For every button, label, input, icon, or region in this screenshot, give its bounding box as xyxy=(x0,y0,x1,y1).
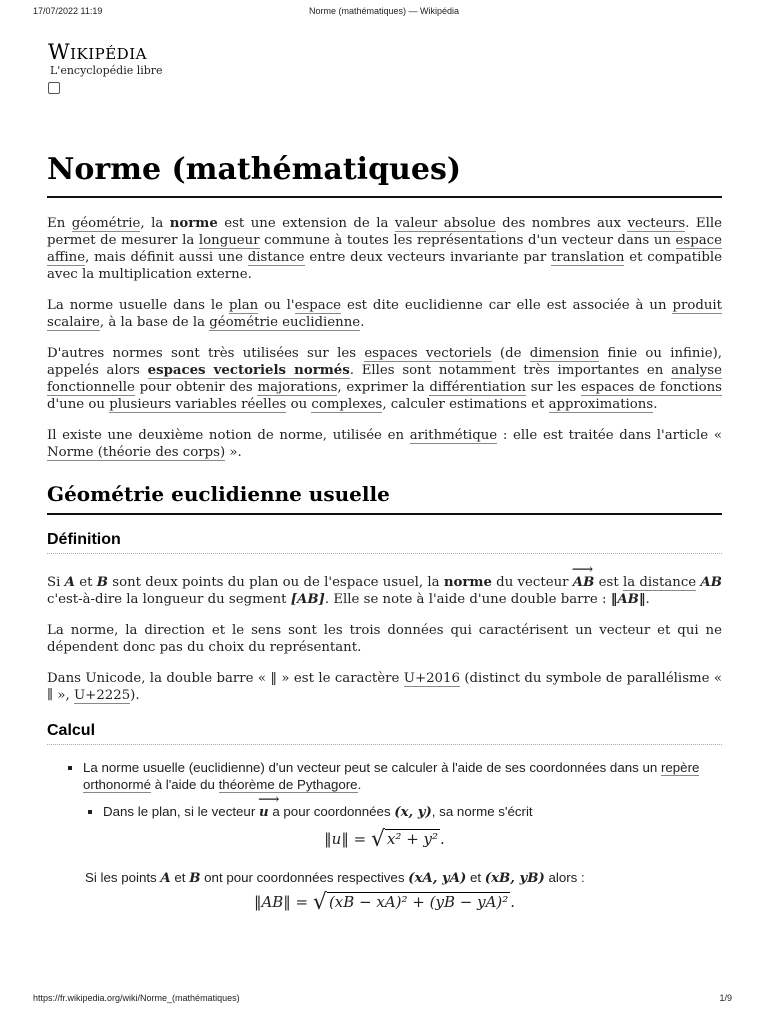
link-analyse-fonctionnelle[interactable]: analyse fonctionnelle xyxy=(47,363,722,395)
wikipedia-logo[interactable] xyxy=(48,40,163,94)
link-theoreme-de-pythagore[interactable]: théorème de Pythagore xyxy=(218,777,358,792)
math-segment-ab: [AB] xyxy=(290,592,325,607)
link-espace-affine[interactable]: espace affine xyxy=(47,233,722,265)
link-vecteurs[interactable]: vecteurs xyxy=(627,216,686,231)
link-plan[interactable]: plan xyxy=(228,298,259,313)
formula-norm-ab: ‖AB‖ = √ (xB − xA)² + (yB − yA)² . xyxy=(253,890,516,915)
list-item: ▪ La norme usuelle (euclidienne) d'un vecteur peut se calculer à l'aide de ses coordonnées dans un repère orthonormé à l'aide du théorème de Pythagore. ▪ Dans le plan, si le vecteur ⟶ u a pour coordonnées (x, y), sa norme s'écrit xyxy=(83,759,722,821)
subsection-heading-definition: Définition xyxy=(47,531,722,554)
link-distance[interactable]: distance xyxy=(247,250,305,265)
link-plusieurs-variables-reelles[interactable]: plusieurs variables réelles xyxy=(109,397,287,412)
print-page-number: 1/9 xyxy=(719,993,732,1003)
link-espaces-de-fonctions[interactable]: espaces de fonctions xyxy=(580,380,722,395)
intro-paragraph-2: La norme usuelle dans le plan ou l'espace est dite euclidienne car elle est associée à un produit scalaire, à la base de la géométrie euclidienne. xyxy=(47,298,722,330)
definition-paragraph-3: Dans Unicode, la double barre « ‖ » est le caractère U+2016 (distinct du symbole de parallélisme « ∥ », U+2225). xyxy=(47,671,723,703)
link-espaces-vectoriels[interactable]: espaces vectoriels xyxy=(364,346,492,361)
term-norme: norme xyxy=(169,216,218,231)
print-url: https://fr.wikipedia.org/wiki/Norme_(mathématiques) xyxy=(33,993,240,1003)
link-u-2016[interactable]: U+2016 xyxy=(403,671,460,686)
link-translation[interactable]: translation xyxy=(551,250,625,265)
math-vector-u: ⟶ u xyxy=(259,804,269,821)
link-majorations[interactable]: majorations xyxy=(257,380,338,395)
math-point-b: B xyxy=(96,575,108,590)
definition-paragraph-1: Si A et B sont deux points du plan ou de l'espace usuel, la norme du vecteur ⟶ AB est la distance AB c'est-à-dire la longueur du segment [AB]. Elle se note à l'aide d'une double barre : ‖AB‖. xyxy=(47,574,722,608)
link-differentiation[interactable]: différentiation xyxy=(429,380,526,395)
article-content xyxy=(47,150,722,933)
math-distance-ab: AB xyxy=(700,575,722,590)
link-espace[interactable]: espace xyxy=(294,298,342,313)
math-norm-ab: ‖AB‖ xyxy=(610,592,646,607)
page-title: Norme (mathématiques) xyxy=(47,150,722,198)
calcul-list xyxy=(47,759,722,821)
logo-wordmark: Wikipédia xyxy=(48,40,147,64)
link-u-2225[interactable]: U+2225 xyxy=(73,688,131,703)
math-coords-a: (xA, yA) xyxy=(408,871,467,886)
link-longueur[interactable]: longueur xyxy=(198,233,260,248)
math-coords-xy: (x, y) xyxy=(394,805,432,820)
math-point-a: A xyxy=(64,575,75,590)
list-item: ▪ Dans le plan, si le vecteur ⟶ u a pour coordonnées (x, y), sa norme s'écrit xyxy=(103,803,722,821)
math-vector-ab: ⟶ AB xyxy=(573,574,595,591)
link-geometrie-euclidienne[interactable]: géométrie euclidienne xyxy=(209,315,361,330)
logo-tagline: L'encyclopédie libre xyxy=(50,64,163,77)
term-norme-def: norme xyxy=(443,575,492,590)
subsection-heading-calcul: Calcul xyxy=(47,722,722,745)
link-geometrie[interactable]: géométrie xyxy=(71,216,141,231)
points-coordinates-text: Si les points A et B ont pour coordonnées respectives (xA, yA) et (xB, yB) alors : xyxy=(85,870,585,886)
menu-checkbox[interactable] xyxy=(48,82,60,94)
print-datetime: 17/07/2022 11:19 xyxy=(33,6,103,16)
print-title: Norme (mathématiques) — Wikipédia xyxy=(308,6,460,16)
link-espaces-vectoriels-normes[interactable]: espaces vectoriels normés xyxy=(147,363,350,378)
intro-paragraph-3: D'autres normes sont très utilisées sur les espaces vectoriels (de dimension finie ou infinie), appelés alors espaces vectoriels normés. Elles sont notamment très importantes en analyse fonctionnelle pour obtenir des majorations, exprimer la différentiation sur les espaces de fonctions d'une ou plusieurs variables réelles ou complexes, calculer estimations et approximations. xyxy=(47,346,722,412)
link-norme-theorie-des-corps[interactable]: Norme (théorie des corps) xyxy=(47,445,226,460)
link-approximations[interactable]: approximations xyxy=(548,397,654,412)
definition-paragraph-2: La norme, la direction et le sens sont les trois données qui caractérisent un vecteur et qui ne dépendent donc pas du choix du représentant. xyxy=(47,623,722,655)
link-dimension[interactable]: dimension xyxy=(529,346,600,361)
link-la-distance[interactable]: la distance xyxy=(622,575,697,590)
link-produit-scalaire[interactable]: produit scalaire xyxy=(47,298,722,330)
link-complexes[interactable]: complexes xyxy=(311,397,383,412)
math-coords-b: (xB, yB) xyxy=(484,871,545,886)
link-arithmetique[interactable]: arithmétique xyxy=(409,428,498,443)
link-repere-orthonorme[interactable]: repère orthonormé xyxy=(83,760,700,792)
intro-paragraph-1: En géométrie, la norme est une extension de la valeur absolue des nombres aux vecteurs. Elle permet de mesurer la longueur commune à toutes les représentations d'un vecteur dans un espace affine, mais définit aussi une distance entre deux vecteurs invariante par translation et compatible avec la multiplication externe. xyxy=(47,216,722,282)
intro-paragraph-4: Il existe une deuxième notion de norme, utilisée en arithmétique : elle est traitée dans l'article « Norme (théorie des corps) ». xyxy=(47,428,722,460)
link-valeur-absolue[interactable]: valeur absolue xyxy=(394,216,496,231)
section-heading-geometrie: Géométrie euclidienne usuelle xyxy=(47,481,722,515)
formula-norm-u: ‖u‖ = √ x² + y² . xyxy=(324,827,445,852)
